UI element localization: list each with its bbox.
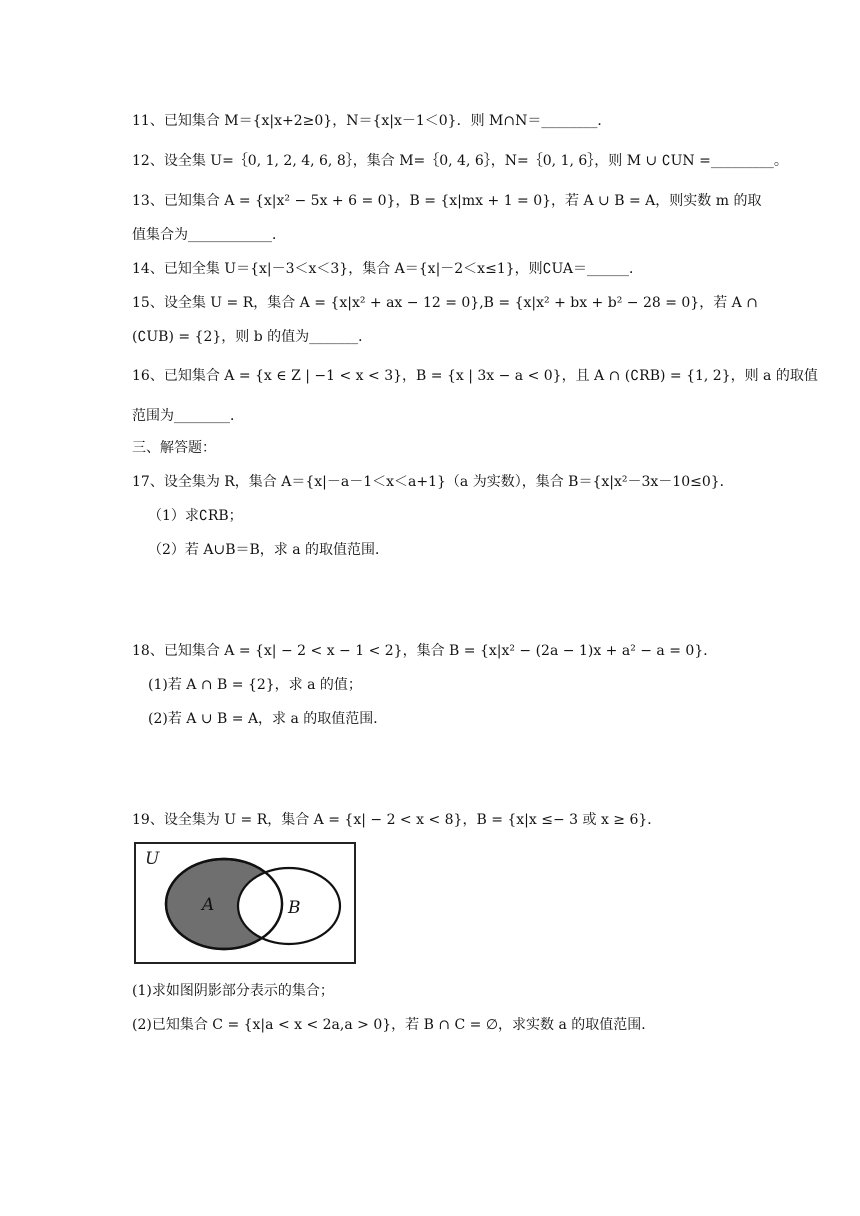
- problem-18-q2: (2)若 A ∪ B = A，求 a 的取值范围．: [148, 711, 388, 727]
- problem-11: 11、已知集合 M＝{x|x+2≥0}，N＝{x|x－1＜0}．则 M∩N＝________．: [132, 113, 612, 129]
- problem-17-stem: 17、设全集为 R，集合 A＝{x|－a－1＜x＜a+1}（a 为实数），集合 B＝{x|x²－3x－10≤0}．: [132, 474, 734, 490]
- problem-16-line-1: 16、已知集合 A = {x ∈ Z | −1 < x < 3}，B = {x | 3x − a < 0}，且 A ∩ (∁RB) = {1, 2}，则 a 的取值: [132, 368, 818, 384]
- universe-label: U: [145, 849, 160, 869]
- problem-13-line-2: 值集合为____________．: [132, 227, 286, 243]
- problem-15-line-1: 15、设全集 U = R，集合 A = {x|x² + ax − 12 = 0},B = {x|x² + bx + b² − 28 = 0}，若 A ∩: [132, 295, 758, 311]
- problem-17-q1: （1）求∁RB；: [148, 508, 243, 524]
- problem-18-q1: (1)若 A ∩ B = {2}，求 a 的值；: [148, 677, 362, 693]
- problem-18-stem: 18、已知集合 A = {x| − 2 < x − 1 < 2}，集合 B = {x|x² − (2a − 1)x + a² − a = 0}．: [132, 643, 718, 659]
- set-b-label: B: [288, 898, 301, 918]
- problem-12: 12、设全集 U=｛0, 1, 2, 4, 6, 8｝，集合 M=｛0, 4, 6｝，N=｛0, 1, 6｝，则 M ∪ ∁UN =_________。: [132, 153, 788, 169]
- problem-19-q1: (1)求如图阴影部分表示的集合；: [132, 983, 334, 999]
- set-a-label: A: [202, 895, 215, 915]
- section-heading: 三、解答题：: [132, 440, 216, 456]
- problem-14: 14、已知全集 U＝{x|－3＜x＜3}，集合 A＝{x|－2＜x≤1}，则∁UA＝______．: [132, 261, 644, 277]
- problem-15-line-2: (∁UB) = {2}，则 b 的值为_______．: [132, 329, 373, 345]
- problem-19-q2: (2)已知集合 C = {x|a < x < 2a,a > 0}，若 B ∩ C = ∅，求实数 a 的取值范围．: [132, 1017, 656, 1033]
- problem-13-line-1: 13、已知集合 A = {x|x² − 5x + 6 = 0}，B = {x|mx + 1 = 0}，若 A ∪ B = A，则实数 m 的取: [132, 193, 762, 209]
- problem-16-line-2: 范围为________．: [132, 408, 244, 424]
- problem-17-q2: （2）若 A∪B＝B，求 a 的取值范围．: [148, 542, 390, 558]
- problem-19-stem: 19、设全集为 U = R，集合 A = {x| − 2 < x < 8}，B = {x|x ≤− 3 或 x ≥ 6}．: [132, 812, 662, 828]
- venn-diagram: [134, 842, 356, 964]
